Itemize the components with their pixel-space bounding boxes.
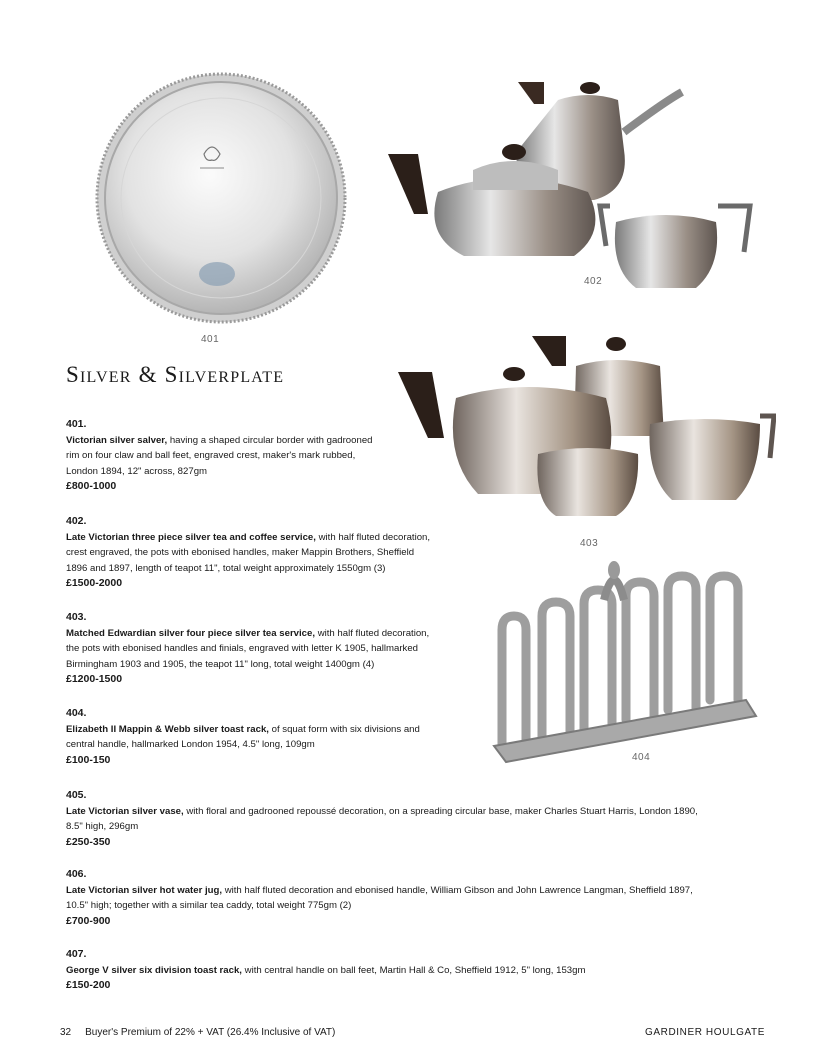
caption-402: 402 xyxy=(584,276,603,287)
lot-405 xyxy=(66,788,766,850)
lot-title: Late Victorian silver hot water jug, xyxy=(66,884,223,896)
lot-number: 407. xyxy=(66,948,87,960)
section-title: Silver & Silverplate xyxy=(66,362,285,387)
lot-description xyxy=(66,433,446,480)
lot-text-line: London 1894, 12" across, 827gm xyxy=(66,465,208,477)
lot-estimate: £700-900 xyxy=(66,914,111,927)
lot-description xyxy=(66,530,466,577)
lot-402 xyxy=(66,514,466,592)
lot-text-line: crest engraved, the pots with ebonised handles, maker Mappin Brothers, Sheffield xyxy=(66,547,415,559)
lot-text-line: with central handle on ball feet, Martin Hall & Co, Sheffield 1912, 5" long, 153gm xyxy=(241,964,586,976)
lot-text-line: Birmingham 1903 and 1905, the teapot 11" long, total weight 1400gm (4) xyxy=(66,658,375,670)
lot-text-line: with half fluted decoration, xyxy=(315,531,431,543)
lot-text-line: having a shaped circular border with gadrooned xyxy=(167,434,373,446)
lot-estimate: £1500-2000 xyxy=(66,577,123,590)
lot-description xyxy=(66,626,466,673)
caption-403: 403 xyxy=(580,538,599,549)
lot-estimate: £150-200 xyxy=(66,979,111,992)
page-number: 32 xyxy=(60,1027,72,1038)
salver-photo xyxy=(92,64,350,332)
lot-estimate: £800-1000 xyxy=(66,480,117,493)
lot-text-line: with half fluted decoration and ebonised handle, William Gibson and John Lawrence Langman, Sheffield 1897, xyxy=(222,884,693,896)
lot-number: 406. xyxy=(66,868,87,880)
lot-text-line: with half fluted decoration, xyxy=(315,627,430,639)
caption-401: 401 xyxy=(201,334,220,345)
lot-number: 403. xyxy=(66,611,87,623)
buyers-premium-note: Buyer's Premium of 22% + VAT (26.4% Inclusive of VAT) xyxy=(85,1027,336,1038)
lot-401 xyxy=(66,417,446,495)
lot-text-line: 8.5" high, 296gm xyxy=(66,821,139,833)
lot-text-line: central handle, hallmarked London 1954, 4.5" long, 109gm xyxy=(66,739,315,751)
lot-407 xyxy=(66,947,766,994)
lot-text-line: the pots with ebonised handles and finials, engraved with letter K 1905, hallmarked xyxy=(66,643,418,655)
footer-brand: GARDINER HOULGATE xyxy=(644,1027,765,1038)
lot-description xyxy=(66,883,766,914)
lot-text-line: 10.5" high; together with a similar tea caddy, total weight 775gm (2) xyxy=(66,900,352,912)
lot-title: Matched Edwardian silver four piece silver tea service, xyxy=(66,627,316,639)
lot-text-line: 1896 and 1897, length of teapot 11", total weight approximately 1550gm (3) xyxy=(66,562,386,574)
lot-description xyxy=(66,963,766,979)
tea-coffee-service-photo xyxy=(378,72,758,304)
lot-title: Elizabeth II Mappin & Webb silver toast rack, xyxy=(66,723,269,735)
lot-404 xyxy=(66,706,466,768)
lot-text-line: with floral and gadrooned repoussé decoration, on a spreading circular base, maker Charles Stuart Harris, London 1890, xyxy=(183,805,698,817)
lot-title: Late Victorian silver vase, xyxy=(66,805,184,817)
lot-description xyxy=(66,722,466,753)
lot-estimate: £250-350 xyxy=(66,835,111,848)
lot-description xyxy=(66,804,766,835)
lot-estimate: £1200-1500 xyxy=(66,673,123,686)
footer-left xyxy=(60,1027,335,1038)
lot-title: Late Victorian three piece silver tea and coffee service, xyxy=(66,531,316,543)
lot-number: 402. xyxy=(66,515,87,527)
toast-rack-photo xyxy=(486,560,764,766)
lot-text-line: rim on four claw and ball feet, engraved crest, maker's mark rubbed, xyxy=(66,450,356,462)
lot-number: 401. xyxy=(66,418,87,430)
caption-404: 404 xyxy=(632,752,651,763)
lot-403 xyxy=(66,610,466,688)
lot-text-line: of squat form with six divisions and xyxy=(268,723,420,735)
lot-number: 405. xyxy=(66,789,87,801)
four-piece-tea-service-photo xyxy=(398,332,776,534)
lot-number: 404. xyxy=(66,707,87,719)
lot-406 xyxy=(66,867,766,929)
lot-title: Victorian silver salver, xyxy=(66,434,168,446)
lot-estimate: £100-150 xyxy=(66,753,111,766)
lot-title: George V silver six division toast rack, xyxy=(66,964,242,976)
